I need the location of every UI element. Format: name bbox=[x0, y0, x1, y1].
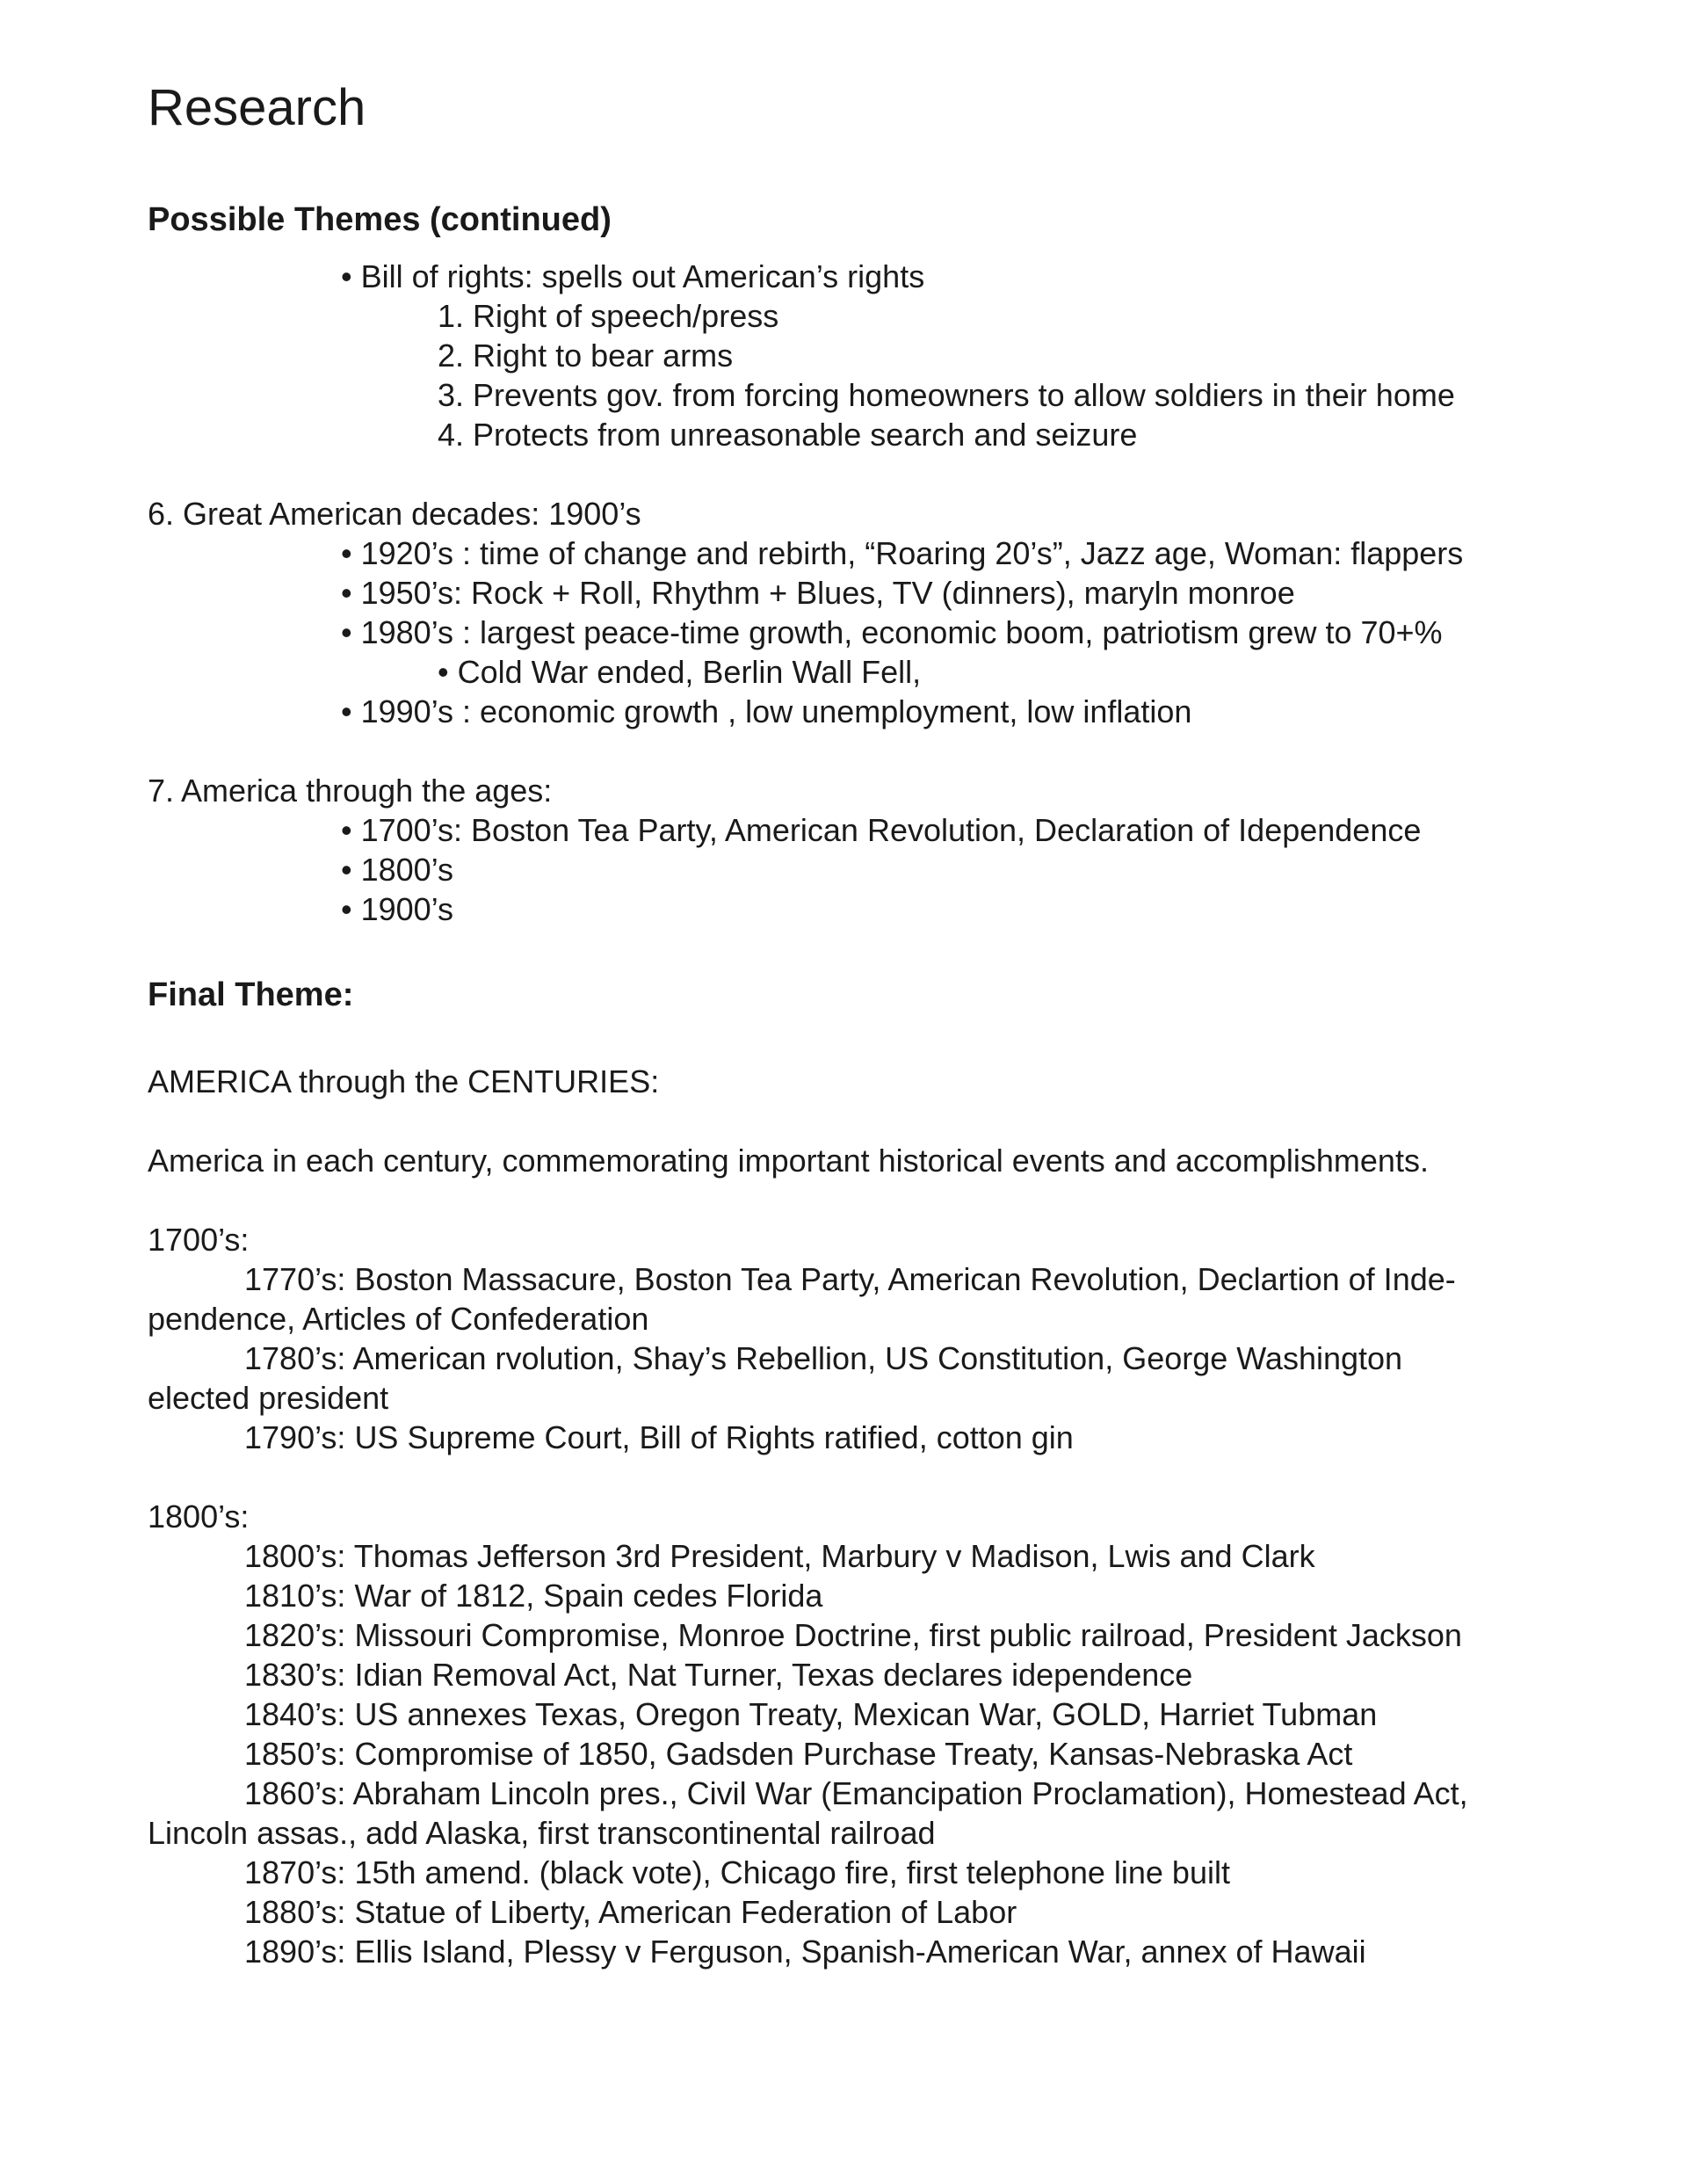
list-item: 1790’s: US Supreme Court, Bill of Rights ratified, cotton gin bbox=[244, 1419, 1074, 1455]
list-item: • 1900’s bbox=[341, 891, 454, 927]
list-item: • 1700’s: Boston Tea Party, American Revolution, Declaration of Idependence bbox=[341, 812, 1422, 848]
list-item: 1890’s: Ellis Island, Plessy v Ferguson, Spanish-American War, annex of Hawaii bbox=[244, 1934, 1366, 1970]
list-item: 1850’s: Compromise of 1850, Gadsden Purchase Treaty, Kansas-Nebraska Act bbox=[244, 1736, 1353, 1772]
list-item: 1880’s: Statue of Liberty, American Federation of Labor bbox=[244, 1894, 1017, 1930]
list-item: • Cold War ended, Berlin Wall Fell, bbox=[438, 654, 922, 690]
list-item: • 1980’s : largest peace-time growth, economic boom, patriotism grew to 70+% bbox=[341, 614, 1443, 650]
list-item: Lincoln assas., add Alaska, first transcontinental railroad bbox=[148, 1815, 936, 1851]
list-item: 1860’s: Abraham Lincoln pres., Civil War (Emancipation Proclamation), Homestead Act, bbox=[244, 1775, 1468, 1811]
list-item: 1. Right of speech/press bbox=[438, 298, 779, 334]
list-item: 1810’s: War of 1812, Spain cedes Florida bbox=[244, 1578, 823, 1614]
list-item: elected president bbox=[148, 1380, 389, 1416]
list-item: 1870’s: 15th amend. (black vote), Chicago fire, first telephone line built bbox=[244, 1854, 1230, 1890]
theme-6-title: 6. Great American decades: 1900’s bbox=[148, 496, 641, 532]
theme-7-title: 7. America through the ages: bbox=[148, 773, 553, 809]
list-item: 1800’s: Thomas Jefferson 3rd President, Marbury v Madison, Lwis and Clark bbox=[244, 1538, 1315, 1574]
list-item: pendence, Articles of Confederation bbox=[148, 1301, 649, 1337]
possible-themes-heading: Possible Themes (continued) bbox=[148, 201, 612, 238]
list-item: • 1950’s: Rock + Roll, Rhythm + Blues, TV (dinners), maryln monroe bbox=[341, 575, 1295, 611]
list-item: 2. Right to bear arms bbox=[438, 337, 734, 374]
final-theme-description: America in each century, commemorating important historical events and accomplishments. bbox=[148, 1143, 1429, 1179]
list-item: 1780’s: American rvolution, Shay’s Rebellion, US Constitution, George Washington bbox=[244, 1340, 1403, 1376]
list-item: 4. Protects from unreasonable search and seizure bbox=[438, 417, 1138, 453]
final-theme-heading: Final Theme: bbox=[148, 976, 354, 1013]
list-item: • 1920’s : time of change and rebirth, “Roaring 20’s”, Jazz age, Woman: flappers bbox=[341, 535, 1464, 571]
list-item: 1770’s: Boston Massacure, Boston Tea Party, American Revolution, Declartion of Inde- bbox=[244, 1261, 1456, 1297]
list-item: • 1990’s : economic growth , low unemployment, low inflation bbox=[341, 693, 1192, 729]
final-theme-name: AMERICA through the CENTURIES: bbox=[148, 1063, 660, 1099]
page-title: Research bbox=[148, 79, 366, 136]
list-item: 1840’s: US annexes Texas, Oregon Treaty, Mexican War, GOLD, Harriet Tubman bbox=[244, 1696, 1378, 1732]
century-1800-label: 1800’s: bbox=[148, 1498, 250, 1535]
century-1700-label: 1700’s: bbox=[148, 1222, 250, 1258]
list-item: 1830’s: Idian Removal Act, Nat Turner, Texas declares idependence bbox=[244, 1657, 1193, 1693]
list-item: 1820’s: Missouri Compromise, Monroe Doctrine, first public railroad, President Jackson bbox=[244, 1617, 1462, 1653]
bill-of-rights-bullet: • Bill of rights: spells out American’s rights bbox=[341, 258, 925, 294]
list-item: • 1800’s bbox=[341, 852, 454, 888]
list-item: 3. Prevents gov. from forcing homeowners to allow soldiers in their home bbox=[438, 377, 1455, 413]
